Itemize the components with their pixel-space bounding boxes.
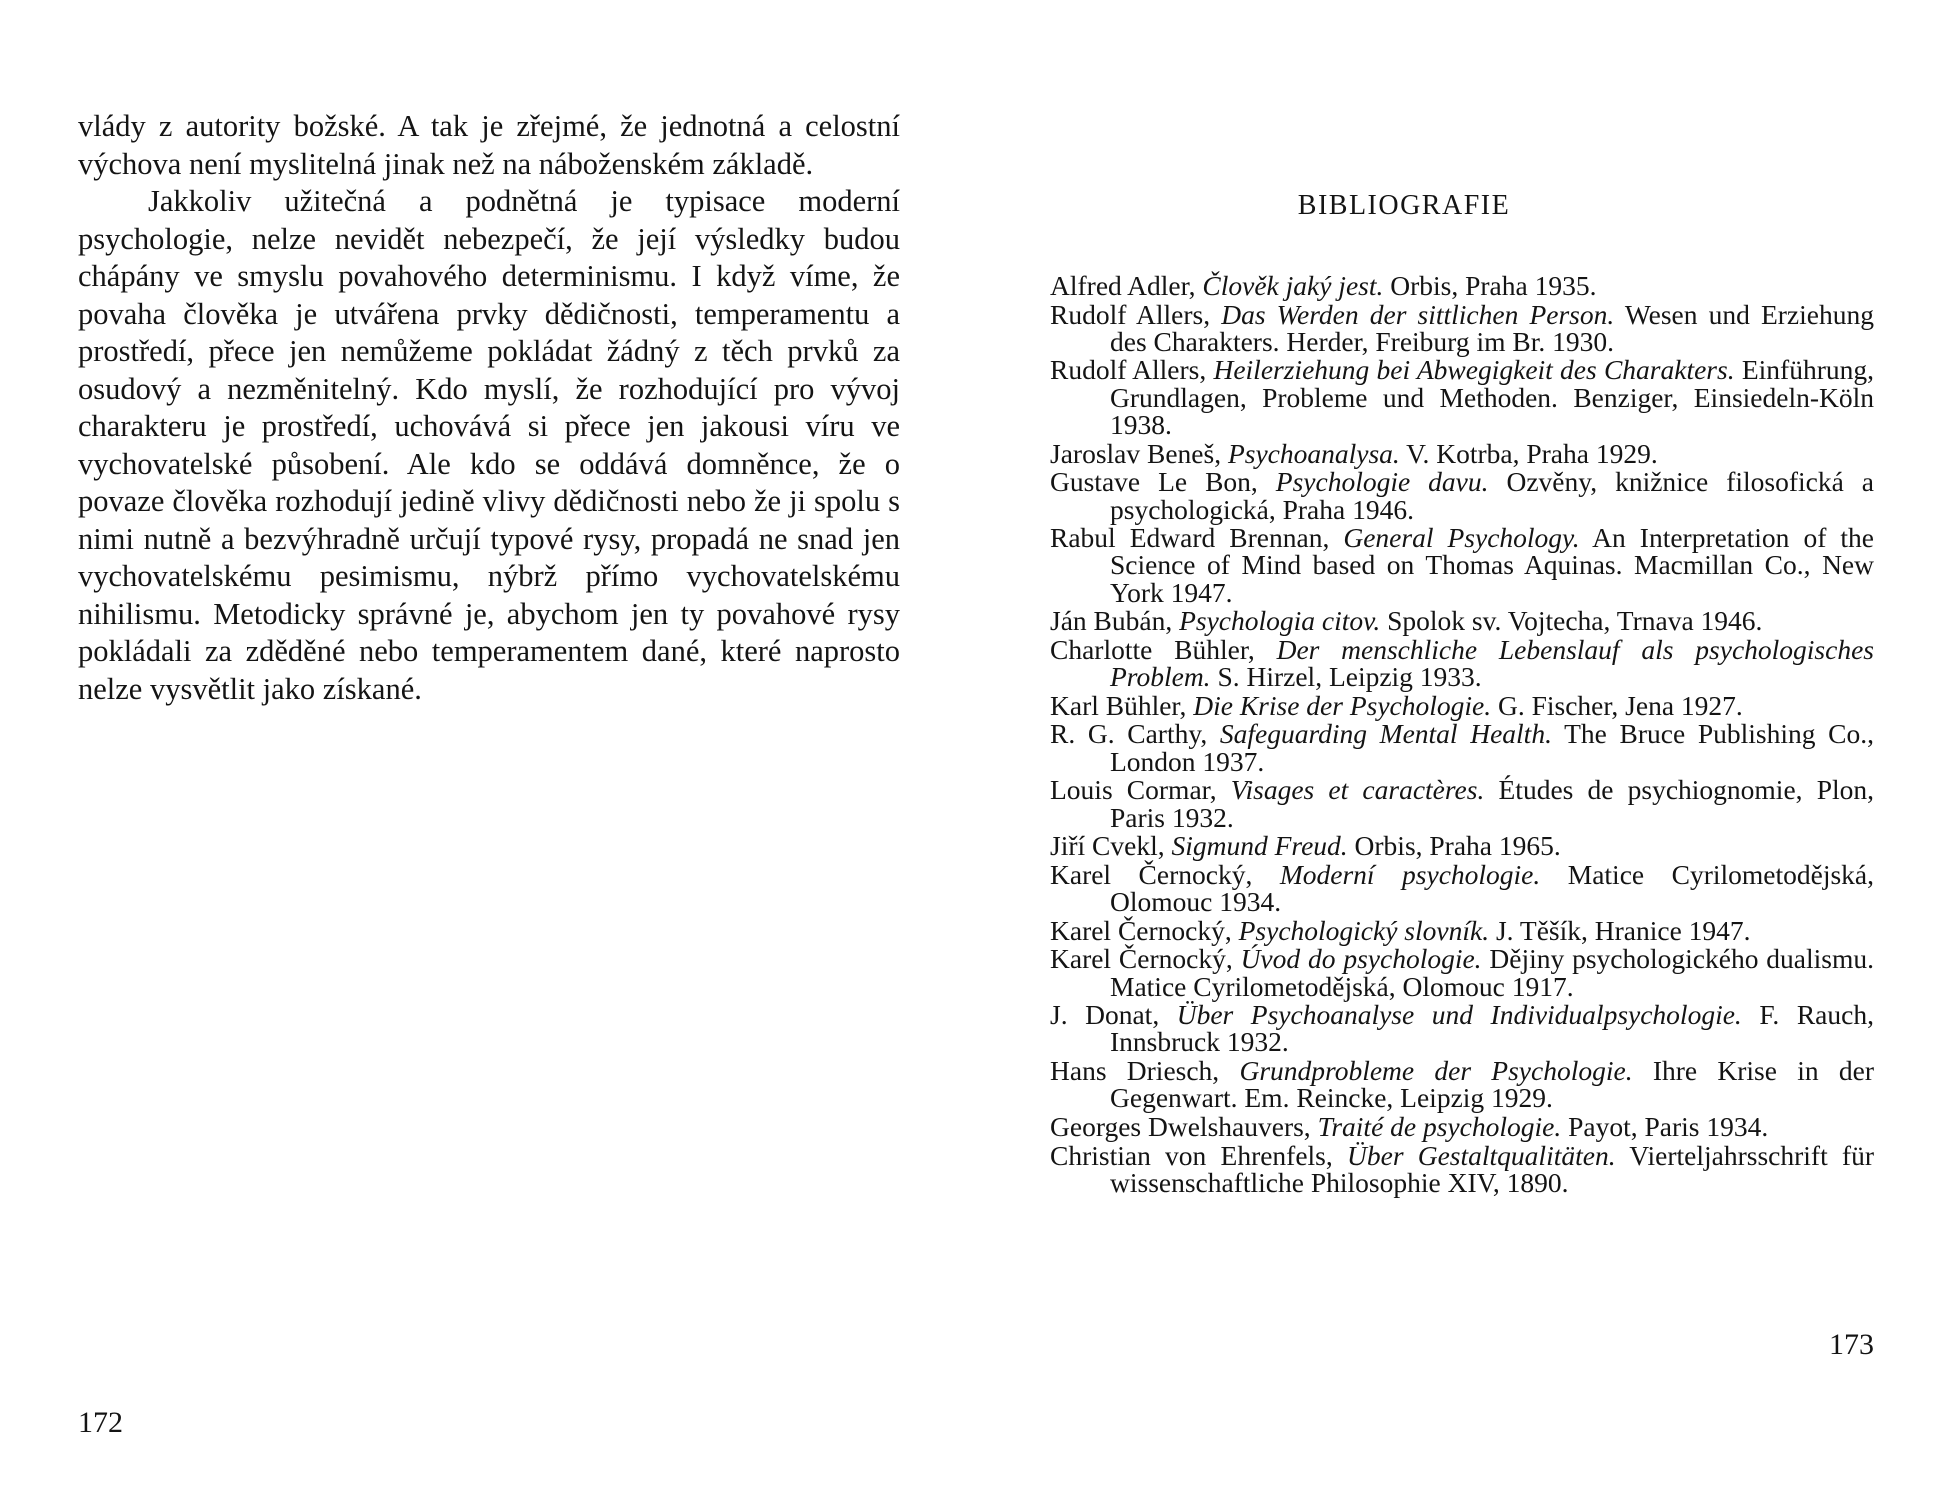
entry-work: Safeguarding Mental Health. [1219,718,1552,750]
bibliography-entry [1050,272,1874,299]
entry-work: Grundprobleme der Psychologie. [1239,1055,1633,1087]
bibliography-entry [1050,437,1874,469]
entry-publication: Orbis, Praha 1935. [1383,270,1597,301]
bibliography-entry [1050,858,1874,918]
entry-author: Gustave Le Bon, [1050,466,1276,498]
bibliography-entry [1050,1139,1874,1198]
bibliography-entry [1050,914,1874,946]
entry-author: Karel Černocký, [1050,914,1239,946]
bibliography-entry [1050,468,1874,523]
bibliography-entry [1050,354,1874,441]
entry-work: Moderní psychologie. [1279,858,1541,890]
entry-work: Úvod do psychologie. [1240,943,1482,975]
bibliography-entry [1050,524,1874,606]
bibliography-entry [1050,776,1874,831]
entry-publication: Matice Cyrilometodějská, Olomouc 1934. [1110,858,1874,918]
entry-work: Sigmund Freud. [1171,830,1348,862]
entry-author: Christian von Ehrenfels, [1050,1139,1347,1171]
bibliography-entry [1050,689,1874,721]
entry-author: Georges Dwelshauvers, [1050,1110,1318,1142]
bibliography-entry [1050,830,1874,862]
paragraph: Jakkoliv užitečná a podnětná je typisace moderní psychologie, nelze nevidět nebezpečí, že její výsledky budou chápány ve smyslu povahového determinismu. I když víme, že povaha člověka je utvářena prvky dědičnosti, temperamentu a prostředí, přece jen nemůžeme pokládat žádný z těch prvků za osudový a nezměnitelný. Kdo myslí, že rozhodující pro vývoj charakteru je prostředí, uchovává si přece jen jakousi víru ve vychovatelské působení. Ale kdo se oddává domněnce, že o povaze člověka rozhodují jedině vlivy dědičnosti nebo že ji spolu s nimi nutně a bezvýhradně určují typové rysy, propadá ne snad jen vychovatelskému pesimismu, nýbrž přímo vychovatelskému nihilismu. Metodicky správné je, abychom jen ty povahové rysy pokládali za zděděné nebo temperamentem dané, které naprosto nelze vysvětlit jako získané. [78,184,900,706]
entry-publication: S. Hirzel, Leipzig 1933. [1210,661,1482,693]
entry-author: Rudolf Allers, [1050,354,1214,386]
entry-author: Ján Bubán, [1050,605,1180,637]
entry-author: Louis Cormar, [1050,774,1231,806]
entry-publication: G. Fischer, Jena 1927. [1491,689,1743,721]
entry-publication: J. Těšík, Hranice 1947. [1489,914,1751,946]
bibliography-entry [1050,605,1874,637]
entry-author: Jaroslav Beneš, [1050,437,1228,469]
right-page [968,0,1936,1500]
entry-author: R. G. Carthy, [1050,718,1220,750]
entry-author: Charlotte Bühler, [1050,633,1277,665]
entry-publication: Spolok sv. Vojtecha, Trnava 1946. [1380,605,1763,637]
entry-work: Das Werden der sittlichen Person. [1221,298,1615,330]
entry-author: Rabul Edward Brennan, [1050,522,1344,554]
page-number-right: 173 [1829,1328,1874,1361]
entry-publication: Vierteljahrsschrift für wissenschaftliche Philosophie XIV, 1890. [1110,1139,1874,1198]
entry-publication: An Interpretation of the Science of Mind based on Thomas Aquinas. Macmillan Co., New York 1947. [1110,522,1875,608]
paragraph-continued: vlády z autority božské. A tak je zřejmé, že jednotná a celostní výchova není myslitelná jinak než na náboženském základě. [78,109,900,181]
entry-work: Die Krise der Psychologie. [1193,689,1492,721]
entry-author: J. Donat, [1050,999,1177,1031]
bibliography-list [1050,272,1874,1197]
entry-publication: Ihre Krise in der Gegenwart. Em. Reincke, Leipzig 1929. [1110,1055,1874,1114]
entry-work: Člověk jaký jest. [1202,270,1384,301]
entry-work: Psychologický slovník. [1238,914,1490,946]
entry-author: Hans Driesch, [1050,1055,1240,1087]
entry-publication: Einführung, Grundlagen, Probleme und Methoden. Benziger, Einsiedeln-Köln 1938. [1110,354,1874,441]
entry-publication: Ozvěny, knižnice filosofická a psychologická, Praha 1946. [1110,466,1874,525]
entry-work: Der menschliche Lebenslauf als psychologisches Problem. [1110,633,1874,693]
entry-publication: V. Kotrba, Praha 1929. [1399,437,1658,469]
entry-author: Karl Bühler, [1050,689,1194,721]
bibliography-entry [1050,1001,1874,1056]
bibliography-heading: BIBLIOGRAFIE [1297,190,1511,221]
entry-publication: The Bruce Publishing Co., London 1937. [1110,718,1874,777]
entry-work: Psychologia citov. [1179,605,1381,637]
bibliography-entry [1050,633,1874,693]
entry-author: Alfred Adler, [1050,270,1203,301]
entry-work: Über Gestaltqualitäten. [1347,1139,1616,1171]
entry-author: Jiří Cvekl, [1050,830,1172,862]
entry-work: Heilerziehung bei Abwegigkeit des Charakters. [1213,354,1735,386]
entry-publication: Orbis, Praha 1965. [1347,830,1561,862]
body-text [78,108,900,708]
bibliography-entry [1050,1110,1874,1142]
entry-publication: Dějiny psychologického dualismu. Matice Cyrilometodějská, Olomouc 1917. [1110,943,1875,1002]
bibliography-entry [1050,1057,1874,1112]
bibliography-entry [1050,298,1874,357]
entry-author: Karel Černocký, [1050,943,1241,975]
entry-work: Traité de psychologie. [1317,1110,1562,1142]
bibliography-entry [1050,945,1874,1000]
entry-work: Visages et caractères. [1230,774,1485,806]
bibliography-entry [1050,720,1874,775]
entry-publication: F. Rauch, Innsbruck 1932. [1110,999,1874,1058]
entry-author: Rudolf Allers, [1050,298,1222,330]
entry-publication: Payot, Paris 1934. [1561,1110,1769,1142]
entry-work: Psychologie davu. [1275,466,1489,498]
entry-work: General Psychology. [1343,522,1580,554]
entry-publication: Études de psychiognomie, Plon, Paris 1932. [1110,774,1874,833]
entry-work: Psychoanalysa. [1227,437,1400,469]
entry-publication: Wesen und Erziehung des Charakters. Herder, Freiburg im Br. 1930. [1110,298,1874,357]
entry-author: Karel Černocký, [1050,858,1280,890]
page-number-left: 172 [78,1406,123,1439]
entry-work: Über Psychoanalyse und Individualpsychologie. [1176,999,1742,1031]
